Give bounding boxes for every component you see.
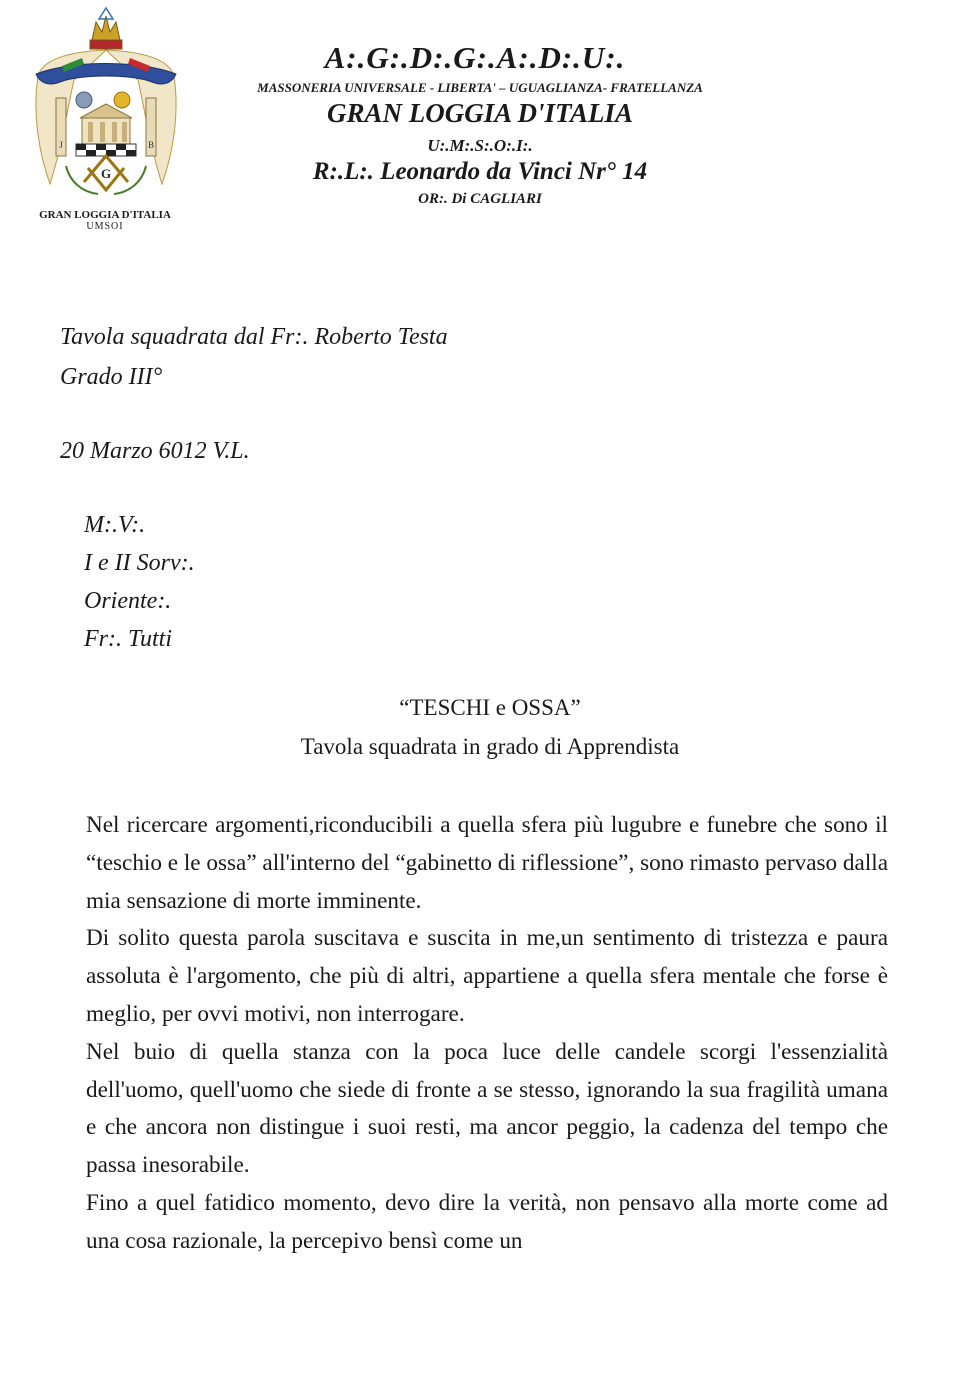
author-line: Tavola squadrata dal Fr:. Roberto Testa — [60, 324, 448, 350]
body-paragraph: Nel buio di quella stanza con la poca luce delle candele scorgi l'essenzialità dell'uomo, quell'uomo che siede di fronte a se stesso, ignorando la sua fragilità umana e che ancora non distingue i suoi resti, ma ancor peggio, la cadenza del tempo che passa inesorabile. — [86, 1038, 888, 1179]
header-grand-lodge: GRAN LOGGIA D'ITALIA — [326, 98, 634, 128]
body-paragraph: Nel ricercare argomenti,riconducibili a quella sfera più lugubre e funebre che sono il “teschio e le ossa” all'interno del “gabinetto di riflessione”, sono rimasto pervaso dalla mia sensazione di morte imminente. — [86, 812, 888, 914]
logo-caption-subtitle: UMSOI — [86, 221, 124, 232]
letter-g-label: G — [100, 166, 112, 181]
salutation-line: Fr:. Tutti — [84, 626, 173, 652]
lodge-emblem-logo — [22, 6, 190, 196]
header-motto: A:.G:.D:.G:.A:.D:.U:. — [324, 40, 626, 75]
grade-line: Grado III° — [60, 364, 163, 390]
header-lodge-name: R:.L:. Leonardo da Vinci Nr° 14 — [312, 158, 648, 185]
logo-caption-title: GRAN LOGGIA D'ITALIA — [39, 209, 171, 221]
logo-caption — [14, 209, 196, 233]
salutation-line: M:.V:. — [84, 512, 146, 538]
salutation-line: I e II Sorv:. — [84, 550, 195, 576]
document-body — [86, 807, 888, 1261]
document-subtitle: Tavola squadrata in grado di Apprendista — [300, 734, 680, 759]
document-title: “TESCHI e OSSA” — [399, 695, 581, 720]
header-tagline: MASSONERIA UNIVERSALE - LIBERTA' – UGUAGLIANZA- FRATELLANZA — [257, 80, 703, 95]
salutation-line: Oriente:. — [84, 588, 172, 614]
header-acronym: U:.M:.S:.O:.I:. — [427, 136, 533, 155]
date-line: 20 Marzo 6012 V.L. — [60, 438, 250, 464]
pillar-j-label: J — [59, 140, 63, 150]
body-paragraph: Fino a quel fatidico momento, devo dire la verità, non pensavo alla morte come ad una cosa razionale, la percepivo bensì come un — [86, 1189, 888, 1254]
body-paragraph: Di solito questa parola suscitava e suscita in me,un sentimento di tristezza e paura assoluta è l'argomento, che più di altri, appartiene a quella sfera mentale che forse è meglio, per ovvi motivi, non interrogare. — [86, 925, 888, 1027]
header-orient: OR:. Di CAGLIARI — [418, 191, 542, 207]
pillar-b-label: B — [147, 140, 155, 150]
